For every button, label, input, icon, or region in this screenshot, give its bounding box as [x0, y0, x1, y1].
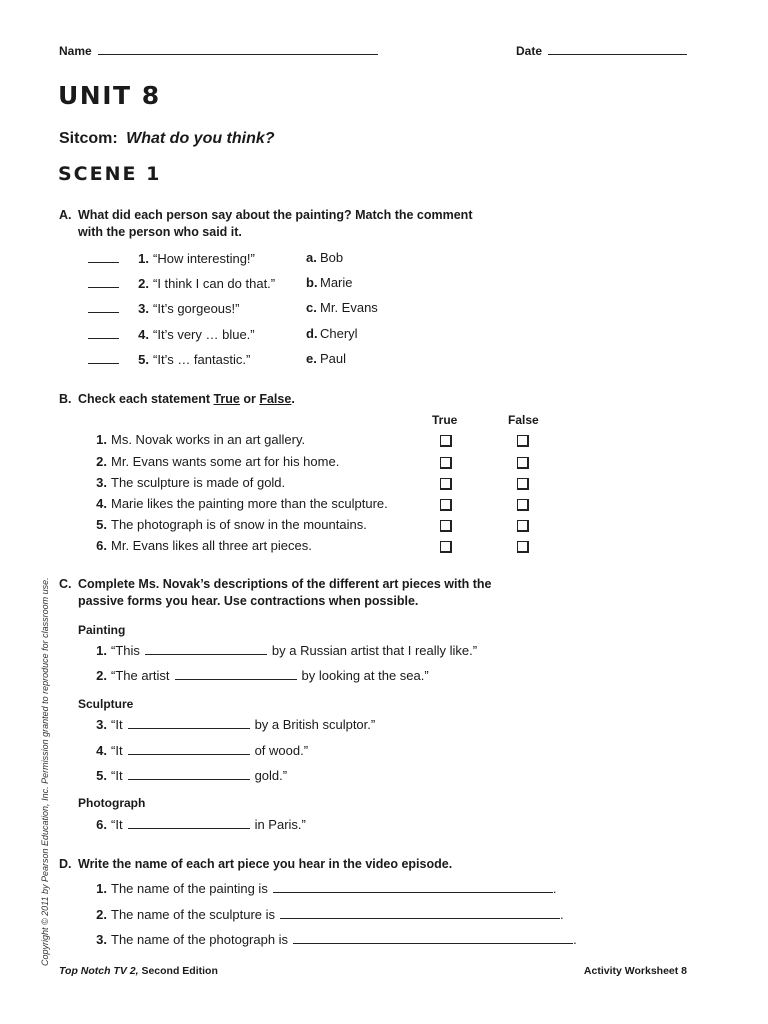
- name-label: Name: [59, 44, 92, 58]
- section-a-instruction-line1: What did each person say about the painting? Match the comment: [78, 208, 473, 222]
- instruction-text: Check each statement: [78, 392, 214, 406]
- statement-row-5: [89, 517, 367, 532]
- answer-line[interactable]: [273, 881, 553, 893]
- person-option-d: [306, 326, 358, 341]
- true-checkbox-6[interactable]: [440, 541, 452, 553]
- true-checkbox-2[interactable]: [440, 457, 452, 469]
- statement-row-6: [89, 538, 312, 553]
- quote-text: “It’s … fantastic.”: [153, 352, 251, 367]
- match-item-2: [88, 275, 275, 291]
- sentence-start: “It: [111, 768, 123, 783]
- item-number: 5.: [96, 517, 107, 532]
- person-option-a: [306, 250, 343, 265]
- item-number: 3.: [96, 475, 107, 490]
- sentence-end: of wood.”: [254, 743, 309, 758]
- person-name: Marie: [320, 275, 353, 290]
- person-name: Bob: [320, 250, 344, 265]
- fill-item-3: [89, 717, 375, 732]
- answer-line[interactable]: [293, 932, 573, 944]
- section-b-instruction: [78, 391, 295, 408]
- answer-blank[interactable]: [88, 351, 119, 364]
- item-number: 6.: [96, 817, 107, 832]
- painting-subheading: Painting: [78, 623, 126, 637]
- person-option-b: [306, 275, 353, 290]
- column-false-header: False: [508, 413, 539, 427]
- name-item-2: [89, 907, 564, 922]
- true-checkbox-5[interactable]: [440, 520, 452, 532]
- true-word: True: [213, 392, 240, 406]
- sentence-end: by looking at the sea.”: [301, 668, 429, 683]
- item-number: 3.: [138, 301, 149, 316]
- sentence-end: .: [573, 932, 577, 947]
- quote-text: “It’s very … blue.”: [153, 327, 255, 342]
- false-checkbox-4[interactable]: [517, 499, 529, 511]
- option-letter: d.: [306, 326, 318, 341]
- answer-line[interactable]: [280, 907, 560, 919]
- sitcom-label: Sitcom:: [59, 130, 118, 147]
- statement-text: Marie likes the painting more than the sculpture.: [111, 496, 388, 511]
- sculpture-subheading: Sculpture: [78, 697, 134, 711]
- person-name: Paul: [320, 351, 347, 366]
- answer-blank[interactable]: [88, 326, 119, 339]
- sentence-end: by a British sculptor.”: [254, 717, 376, 732]
- answer-line[interactable]: [128, 817, 250, 829]
- sentence-start: “It: [111, 717, 123, 732]
- date-field[interactable]: [516, 44, 687, 58]
- option-letter: a.: [306, 250, 317, 265]
- item-number: 5.: [138, 352, 149, 367]
- scene-title: SCENE 1: [58, 163, 162, 185]
- sentence-start: “The artist: [111, 668, 170, 683]
- false-word: False: [259, 392, 292, 406]
- period: .: [291, 392, 295, 406]
- option-letter: e.: [306, 351, 317, 366]
- sentence-start: “It: [111, 743, 123, 758]
- true-checkbox-3[interactable]: [440, 478, 452, 490]
- match-item-3: [88, 300, 239, 316]
- section-c-instruction-line2: passive forms you hear. Use contractions when possible.: [78, 594, 419, 608]
- footer-book: [59, 965, 218, 977]
- answer-blank[interactable]: [88, 250, 119, 263]
- statement-row-2: [89, 454, 339, 469]
- item-number: 6.: [96, 538, 107, 553]
- true-checkbox-1[interactable]: [440, 435, 452, 447]
- match-item-5: [88, 351, 250, 367]
- copyright-notice: Copyright © 2011 by Pearson Education, Inc. Permission granted to reproduce for classroom use.: [40, 577, 50, 966]
- section-c-instruction-line1: Complete Ms. Novak’s descriptions of the different art pieces with the: [78, 577, 492, 591]
- statement-row-3: [89, 475, 285, 490]
- sentence-text: The name of the photograph is: [111, 932, 289, 947]
- answer-line[interactable]: [128, 743, 250, 755]
- answer-line[interactable]: [128, 717, 250, 729]
- item-number: 4.: [138, 327, 149, 342]
- sentence-text: The name of the painting is: [111, 881, 268, 896]
- answer-line[interactable]: [145, 643, 267, 655]
- quote-text: “It’s gorgeous!”: [153, 301, 240, 316]
- option-letter: c.: [306, 300, 317, 315]
- item-number: 1.: [96, 432, 107, 447]
- statement-row-4: [89, 496, 388, 511]
- section-d-instruction: Write the name of each art piece you hear in the video episode.: [78, 857, 453, 871]
- name-line[interactable]: [98, 54, 378, 55]
- person-option-c: [306, 300, 378, 315]
- item-number: 2.: [96, 668, 107, 683]
- date-label: Date: [516, 44, 543, 58]
- false-checkbox-3[interactable]: [517, 478, 529, 490]
- name-item-1: [89, 881, 556, 896]
- item-number: 2.: [138, 276, 149, 291]
- section-d-letter: D.: [59, 857, 72, 871]
- quote-text: “How interesting!”: [153, 251, 255, 266]
- or-word: or: [239, 392, 260, 406]
- statement-row-1: [89, 432, 305, 447]
- footer-worksheet: Activity Worksheet 8: [583, 965, 687, 977]
- person-name: Cheryl: [320, 326, 358, 341]
- statement-text: Mr. Evans wants some art for his home.: [111, 454, 340, 469]
- photograph-subheading: Photograph: [78, 796, 146, 810]
- fill-item-4: [89, 743, 308, 758]
- fill-item-6: [89, 817, 306, 832]
- item-number: 2.: [96, 454, 107, 469]
- section-a-instruction-line2: with the person who said it.: [78, 225, 242, 239]
- false-checkbox-1[interactable]: [517, 435, 529, 447]
- name-item-3: [89, 932, 577, 947]
- sentence-end: in Paris.”: [254, 817, 306, 832]
- answer-line[interactable]: [128, 768, 250, 780]
- item-number: 3.: [96, 932, 107, 947]
- section-b-letter: B.: [59, 392, 72, 406]
- sentence-end: .: [560, 907, 564, 922]
- person-name: Mr. Evans: [320, 300, 378, 315]
- unit-title: UNIT 8: [58, 81, 161, 110]
- fill-item-2: [89, 668, 429, 683]
- false-checkbox-2[interactable]: [517, 457, 529, 469]
- sentence-start: “It: [111, 817, 123, 832]
- sentence-end: by a Russian artist that I really like.”: [271, 643, 478, 658]
- statement-text: Mr. Evans likes all three art pieces.: [111, 538, 312, 553]
- book-edition: Second Edition: [138, 965, 218, 977]
- item-number: 5.: [96, 768, 107, 783]
- match-item-1: [88, 250, 255, 266]
- sentence-end: .: [552, 881, 557, 896]
- answer-line[interactable]: [175, 668, 297, 680]
- section-a-letter: A.: [59, 208, 72, 222]
- statement-text: Ms. Novak works in an art gallery.: [111, 432, 306, 447]
- column-true-header: True: [432, 413, 458, 427]
- sitcom-heading: [59, 130, 275, 148]
- statement-text: The photograph is of snow in the mountains.: [111, 517, 367, 532]
- item-number: 1.: [96, 881, 107, 896]
- sentence-start: “This: [111, 643, 140, 658]
- sentence-end: gold.”: [254, 768, 288, 783]
- option-letter: b.: [306, 275, 318, 290]
- item-number: 4.: [96, 496, 107, 511]
- sentence-text: The name of the sculpture is: [111, 907, 276, 922]
- statement-text: The sculpture is made of gold.: [111, 475, 286, 490]
- section-c-letter: C.: [59, 577, 72, 591]
- date-line[interactable]: [548, 54, 687, 55]
- answer-blank[interactable]: [88, 300, 119, 313]
- answer-blank[interactable]: [88, 275, 119, 288]
- book-title: Top Notch TV 2,: [59, 965, 139, 977]
- sitcom-title: What do you think?: [126, 130, 275, 147]
- item-number: 1.: [96, 643, 107, 658]
- item-number: 4.: [96, 743, 107, 758]
- item-number: 3.: [96, 717, 107, 732]
- quote-text: “I think I can do that.”: [153, 276, 276, 291]
- section-c-instruction: [78, 576, 492, 610]
- item-number: 2.: [96, 907, 107, 922]
- false-checkbox-6[interactable]: [517, 541, 529, 553]
- false-checkbox-5[interactable]: [517, 520, 529, 532]
- section-a-instruction: [78, 207, 472, 241]
- true-checkbox-4[interactable]: [440, 499, 452, 511]
- person-option-e: [306, 351, 346, 366]
- name-field[interactable]: [59, 44, 378, 58]
- fill-item-5: [89, 768, 287, 783]
- fill-item-1: [89, 643, 477, 658]
- item-number: 1.: [138, 251, 149, 266]
- match-item-4: [88, 326, 255, 342]
